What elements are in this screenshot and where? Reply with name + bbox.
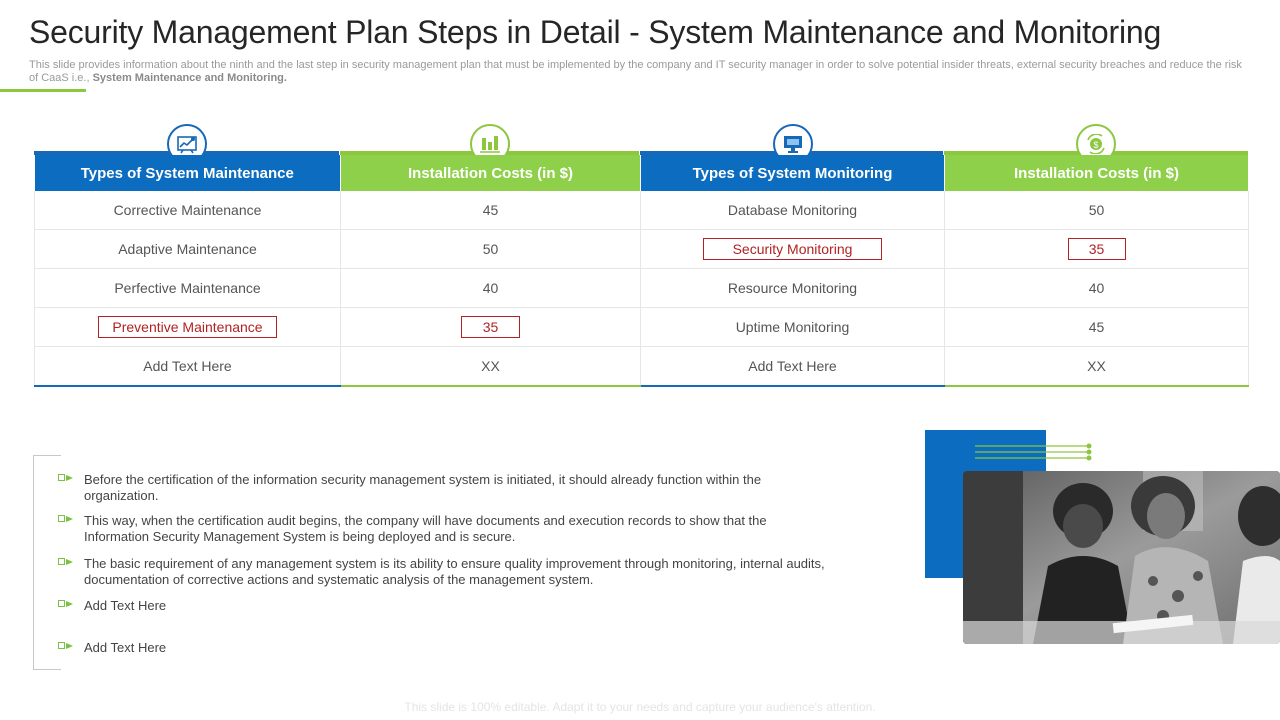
decorative-lines — [975, 443, 1095, 463]
bullet-text: Before the certification of the information security management system is initiated, it should already function within the organization. — [84, 472, 762, 503]
highlighted-cell: Preventive Maintenance — [98, 316, 277, 338]
bullet-arrow-icon — [58, 599, 74, 609]
table-cell: Uptime Monitoring — [641, 308, 945, 347]
table-cell: 50 — [341, 230, 641, 269]
slide-subtitle — [29, 59, 1254, 85]
header-monitoring-types: Types of System Monitoring — [641, 155, 945, 191]
bullet-bracket — [33, 455, 61, 670]
table-row — [35, 269, 1249, 308]
table-cell — [945, 230, 1249, 269]
title-accent-line — [0, 89, 86, 92]
table-cell: Perfective Maintenance — [35, 269, 341, 308]
subtitle-bold-text: System Maintenance and Monitoring. — [92, 72, 287, 84]
table-row — [35, 347, 1249, 387]
bullet-text: This way, when the certification audit begins, the company will have documents and execution records to show that the Information Security Management System is being deployed and is secure. — [84, 513, 767, 544]
table-cell — [35, 308, 341, 347]
bullet-text: Add Text Here — [84, 640, 167, 655]
subtitle-text: This slide provides information about the ninth and the last step in security management plan that must be implemented by the company and IT security manager in order to solve potential insider threats, external security breaches and reduce the risk of CaaS i.e., — [29, 59, 1242, 84]
bullet-text: Add Text Here — [84, 598, 167, 613]
svg-text:$: $ — [1093, 140, 1099, 150]
highlighted-cell: 35 — [1068, 238, 1126, 260]
table-cell: XX — [341, 347, 641, 387]
team-working-photo — [963, 471, 1280, 644]
table-cell: 50 — [945, 191, 1249, 230]
header-monitoring-costs: Installation Costs (in $) — [945, 155, 1249, 191]
highlighted-cell: Security Monitoring — [703, 238, 882, 260]
table-cell: Resource Monitoring — [641, 269, 945, 308]
table-header-row — [35, 155, 1249, 191]
header-maintenance-types: Types of System Maintenance — [35, 155, 341, 191]
table-cell — [641, 230, 945, 269]
table-cell: 45 — [945, 308, 1249, 347]
bullet-arrow-icon — [58, 641, 74, 651]
table-row — [35, 191, 1249, 230]
table-cell: Corrective Maintenance — [35, 191, 341, 230]
table-cell: 45 — [341, 191, 641, 230]
table-cell: 40 — [945, 269, 1249, 308]
highlighted-cell: 35 — [461, 316, 520, 338]
footer-note: This slide is 100% editable. Adapt it to your needs and capture your audience's attention. — [404, 700, 876, 714]
table-cell: Add Text Here — [641, 347, 945, 387]
header-maintenance-costs: Installation Costs (in $) — [341, 155, 641, 191]
maintenance-monitoring-table — [34, 155, 1249, 387]
table-row — [35, 230, 1249, 269]
table-cell: Adaptive Maintenance — [35, 230, 341, 269]
table-cell: Add Text Here — [35, 347, 341, 387]
table-cell: 40 — [341, 269, 641, 308]
bullet-text: The basic requirement of any management system is its ability to ensure quality improvement through monitoring, internal audits, documentation of corrective actions and systematic analysis of the management system. — [84, 556, 825, 587]
table-cell: XX — [945, 347, 1249, 387]
table-cell: Database Monitoring — [641, 191, 945, 230]
slide-title: Security Management Plan Steps in Detail - System Maintenance and Monitoring — [29, 14, 1162, 50]
bullet-arrow-icon — [58, 473, 74, 483]
table-cell — [341, 308, 641, 347]
bullet-arrow-icon — [58, 514, 74, 524]
bullet-arrow-icon — [58, 557, 74, 567]
table-row — [35, 308, 1249, 347]
